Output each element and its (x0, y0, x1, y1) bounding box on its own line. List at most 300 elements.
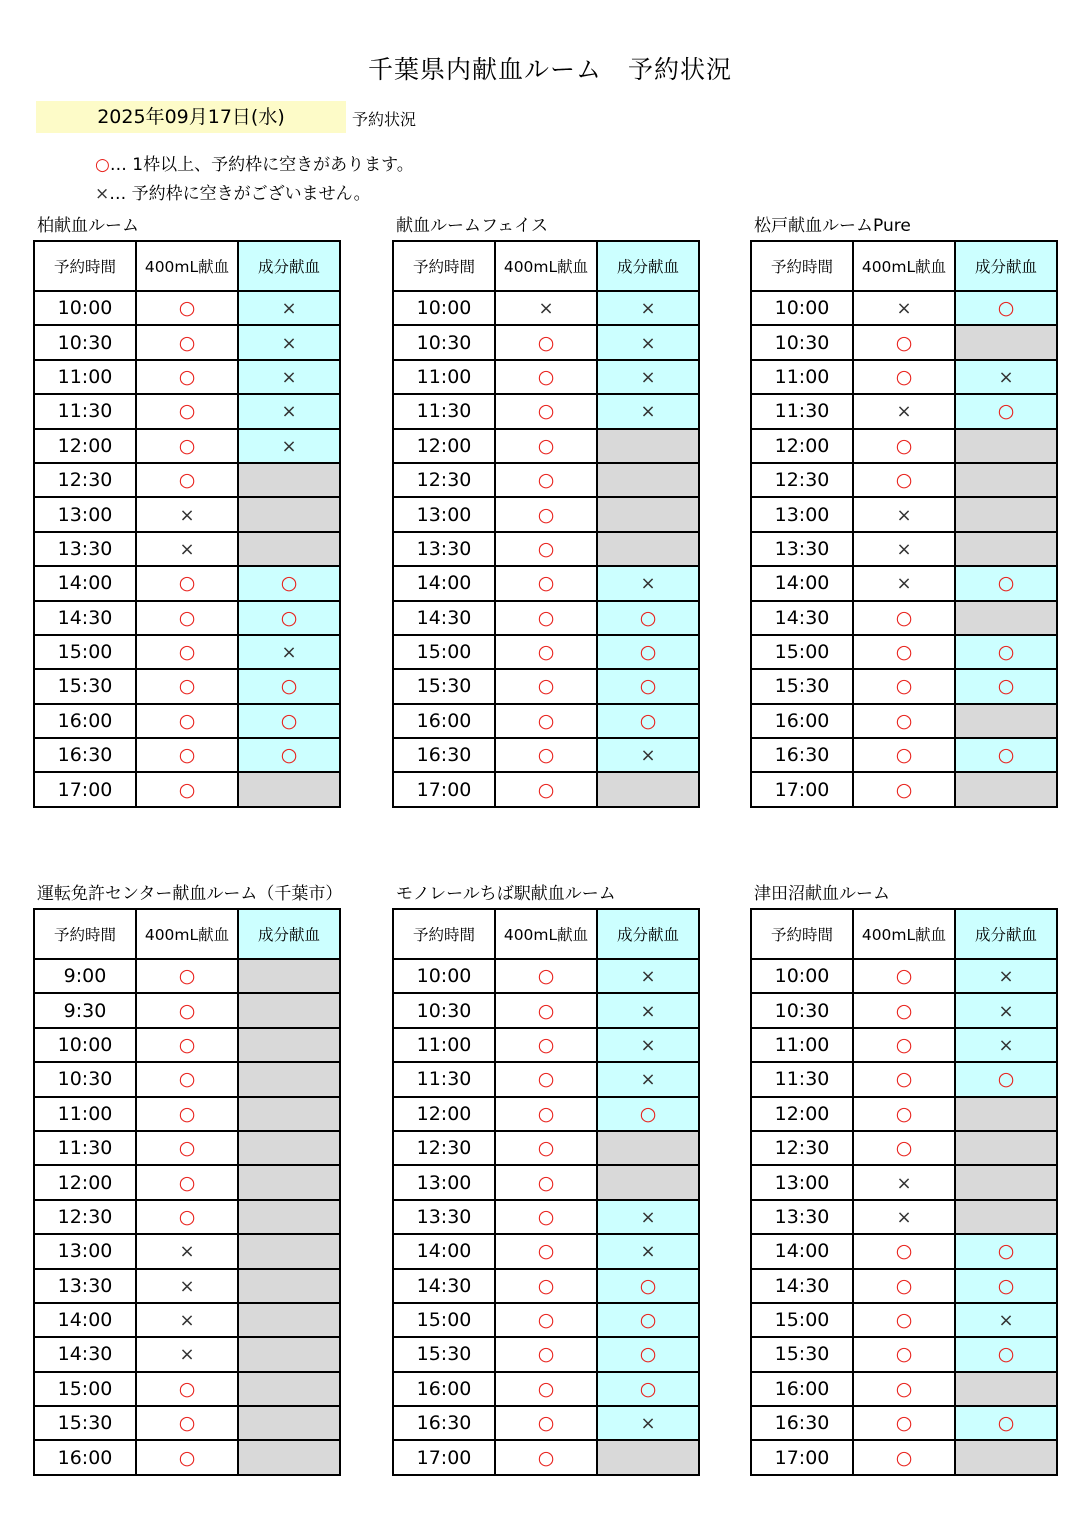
time-cell: 16:30 (34, 738, 136, 772)
component-status: × (238, 429, 340, 463)
time-cell: 10:30 (34, 1062, 136, 1096)
table-row (34, 1234, 340, 1268)
table-row (34, 1131, 340, 1165)
component-status: × (955, 959, 1057, 993)
table-row (751, 738, 1057, 772)
table-row (34, 291, 340, 325)
time-cell: 10:00 (34, 291, 136, 325)
header-time: 予約時間 (393, 909, 495, 959)
whole-blood-status: ○ (495, 360, 597, 394)
whole-blood-status: ○ (136, 1062, 238, 1096)
table-row (393, 429, 699, 463)
component-status: × (238, 360, 340, 394)
table-row (751, 993, 1057, 1027)
component-status (955, 429, 1057, 463)
table-row (393, 1062, 699, 1096)
table-row (751, 1406, 1057, 1440)
time-cell: 10:00 (751, 959, 853, 993)
table-row (751, 1200, 1057, 1234)
time-cell: 15:30 (393, 669, 495, 703)
time-cell: 14:00 (751, 1234, 853, 1268)
whole-blood-status: ○ (495, 1337, 597, 1371)
time-cell: 15:30 (34, 669, 136, 703)
component-status (238, 1372, 340, 1406)
whole-blood-status: ○ (136, 429, 238, 463)
component-status: × (597, 291, 699, 325)
header-whole-blood: 400mL献血 (136, 241, 238, 291)
whole-blood-status: ○ (853, 635, 955, 669)
schedule-table (392, 908, 700, 1476)
time-cell: 10:00 (34, 1028, 136, 1062)
whole-blood-status: ○ (853, 1062, 955, 1096)
component-status (238, 1440, 340, 1474)
table-row (393, 1269, 699, 1303)
whole-blood-status: ○ (495, 601, 597, 635)
whole-blood-status: ○ (495, 566, 597, 600)
component-status (597, 532, 699, 566)
table-header-row (34, 909, 340, 959)
table-row (751, 959, 1057, 993)
table-row (393, 993, 699, 1027)
component-status (238, 1234, 340, 1268)
table-header-row (393, 241, 699, 291)
whole-blood-status: × (136, 1337, 238, 1371)
component-status (238, 993, 340, 1027)
table-row (393, 635, 699, 669)
whole-blood-status: ○ (136, 291, 238, 325)
whole-blood-status: ○ (853, 1131, 955, 1165)
time-cell: 12:00 (34, 1165, 136, 1199)
table-row (751, 601, 1057, 635)
time-cell: 12:00 (393, 1097, 495, 1131)
time-cell: 11:00 (34, 360, 136, 394)
component-status: × (597, 1234, 699, 1268)
available-text: … 1枠以上、予約枠に空きがあります。 (109, 155, 414, 175)
time-cell: 13:30 (751, 532, 853, 566)
whole-blood-status: × (853, 532, 955, 566)
whole-blood-status: × (136, 1234, 238, 1268)
whole-blood-status: ○ (853, 993, 955, 1027)
header-time: 予約時間 (34, 241, 136, 291)
table-row (34, 1372, 340, 1406)
whole-blood-status: ○ (136, 1406, 238, 1440)
whole-blood-status: × (136, 532, 238, 566)
time-cell: 17:00 (751, 1440, 853, 1474)
component-status (238, 1200, 340, 1234)
table-row (393, 360, 699, 394)
component-status (238, 772, 340, 806)
time-cell: 14:30 (393, 1269, 495, 1303)
table-row (751, 772, 1057, 806)
component-status: ○ (238, 738, 340, 772)
time-cell: 10:30 (393, 325, 495, 359)
table-row (393, 1028, 699, 1062)
time-cell: 11:30 (751, 1062, 853, 1096)
time-cell: 16:00 (751, 1372, 853, 1406)
available-symbol: ○ (95, 155, 110, 175)
time-cell: 12:30 (751, 463, 853, 497)
component-status: ○ (955, 1269, 1057, 1303)
time-cell: 12:00 (751, 429, 853, 463)
table-row (751, 325, 1057, 359)
table-row (393, 772, 699, 806)
legend-available (95, 150, 414, 175)
component-status (955, 463, 1057, 497)
whole-blood-status: ○ (495, 1234, 597, 1268)
component-status: × (597, 738, 699, 772)
whole-blood-status: × (136, 1303, 238, 1337)
component-status: ○ (955, 1062, 1057, 1096)
whole-blood-status: ○ (495, 1062, 597, 1096)
table-row (751, 1372, 1057, 1406)
component-status (238, 1062, 340, 1096)
time-cell: 13:30 (34, 1269, 136, 1303)
header-component: 成分献血 (955, 909, 1057, 959)
component-status: ○ (597, 669, 699, 703)
whole-blood-status: ○ (853, 463, 955, 497)
component-status (597, 1131, 699, 1165)
time-cell: 16:30 (751, 738, 853, 772)
component-status (238, 1165, 340, 1199)
schedule-table (33, 240, 341, 808)
table-row (393, 1372, 699, 1406)
time-cell: 14:00 (751, 566, 853, 600)
time-cell: 16:30 (751, 1406, 853, 1440)
time-cell: 15:00 (34, 635, 136, 669)
whole-blood-status: ○ (136, 360, 238, 394)
component-status: ○ (597, 1303, 699, 1337)
time-cell: 11:00 (751, 360, 853, 394)
time-cell: 13:00 (393, 1165, 495, 1199)
header-time: 予約時間 (751, 909, 853, 959)
whole-blood-status: ○ (495, 669, 597, 703)
component-status: × (597, 360, 699, 394)
table-row (751, 394, 1057, 428)
table-row (393, 959, 699, 993)
time-cell: 13:30 (751, 1200, 853, 1234)
component-status: ○ (597, 704, 699, 738)
component-status: × (597, 566, 699, 600)
table-row (751, 1165, 1057, 1199)
table-row (393, 1337, 699, 1371)
time-cell: 11:30 (393, 394, 495, 428)
whole-blood-status: ○ (853, 1303, 955, 1337)
whole-blood-status: ○ (853, 704, 955, 738)
time-cell: 11:00 (393, 1028, 495, 1062)
table-row (34, 959, 340, 993)
whole-blood-status: × (853, 497, 955, 531)
table-row (34, 1440, 340, 1474)
time-cell: 17:00 (393, 1440, 495, 1474)
table-row (393, 566, 699, 600)
whole-blood-status: ○ (853, 738, 955, 772)
component-status: ○ (597, 635, 699, 669)
table-row (751, 1440, 1057, 1474)
component-status: × (955, 993, 1057, 1027)
time-cell: 16:00 (393, 704, 495, 738)
whole-blood-status: ○ (495, 394, 597, 428)
component-status: ○ (597, 1269, 699, 1303)
table-row (34, 738, 340, 772)
component-status: × (238, 394, 340, 428)
component-status: ○ (238, 669, 340, 703)
whole-blood-status: ○ (495, 1372, 597, 1406)
time-cell: 12:30 (751, 1131, 853, 1165)
room-name: 運転免許センター献血ルーム（千葉市） (37, 884, 343, 904)
time-cell: 15:00 (34, 1372, 136, 1406)
whole-blood-status: ○ (495, 497, 597, 531)
table-row (751, 704, 1057, 738)
header-component: 成分献血 (597, 909, 699, 959)
table-row (34, 325, 340, 359)
time-cell: 16:00 (393, 1372, 495, 1406)
whole-blood-status: ○ (495, 772, 597, 806)
time-cell: 15:00 (751, 1303, 853, 1337)
time-cell: 9:00 (34, 959, 136, 993)
time-cell: 9:30 (34, 993, 136, 1027)
table-row (34, 1028, 340, 1062)
table-row (34, 497, 340, 531)
time-cell: 12:30 (34, 1200, 136, 1234)
time-cell: 10:30 (393, 993, 495, 1027)
time-cell: 11:30 (34, 394, 136, 428)
whole-blood-status: ○ (495, 1406, 597, 1440)
table-row (34, 566, 340, 600)
table-header-row (393, 909, 699, 959)
time-cell: 14:00 (393, 566, 495, 600)
component-status (955, 1131, 1057, 1165)
whole-blood-status: ○ (495, 1440, 597, 1474)
whole-blood-status: ○ (136, 463, 238, 497)
whole-blood-status: ○ (136, 325, 238, 359)
table-row (393, 669, 699, 703)
time-cell: 12:00 (393, 429, 495, 463)
time-cell: 13:30 (393, 532, 495, 566)
component-status: × (597, 959, 699, 993)
whole-blood-status: ○ (136, 772, 238, 806)
time-cell: 12:30 (34, 463, 136, 497)
whole-blood-status: ○ (853, 601, 955, 635)
schedule-table (392, 240, 700, 808)
full-text: … 予約枠に空きがございません。 (109, 184, 371, 204)
time-cell: 10:30 (34, 325, 136, 359)
component-status: × (955, 1028, 1057, 1062)
component-status (238, 1097, 340, 1131)
table-row (393, 601, 699, 635)
header-whole-blood: 400mL献血 (495, 909, 597, 959)
room-name: 松戸献血ルームPure (754, 216, 911, 236)
table-row (34, 1337, 340, 1371)
whole-blood-status: ○ (136, 1165, 238, 1199)
component-status (955, 704, 1057, 738)
component-status: × (597, 325, 699, 359)
component-status: × (597, 1406, 699, 1440)
header-component: 成分献血 (238, 909, 340, 959)
component-status: × (238, 291, 340, 325)
whole-blood-status: × (853, 566, 955, 600)
component-status (238, 463, 340, 497)
table-row (393, 325, 699, 359)
table-row (751, 1269, 1057, 1303)
time-cell: 15:30 (393, 1337, 495, 1371)
whole-blood-status: ○ (136, 704, 238, 738)
table-row (393, 704, 699, 738)
whole-blood-status: ○ (136, 1440, 238, 1474)
table-row (34, 360, 340, 394)
component-status: ○ (597, 1097, 699, 1131)
component-status: × (597, 394, 699, 428)
table-row (751, 463, 1057, 497)
time-cell: 13:00 (751, 1165, 853, 1199)
time-cell: 10:30 (751, 993, 853, 1027)
table-row (393, 1234, 699, 1268)
table-header-row (751, 241, 1057, 291)
whole-blood-status: ○ (136, 1097, 238, 1131)
whole-blood-status: ○ (495, 1269, 597, 1303)
table-row (393, 1200, 699, 1234)
component-status: × (238, 325, 340, 359)
schedule-table (750, 240, 1058, 808)
time-cell: 13:30 (34, 532, 136, 566)
time-cell: 17:00 (751, 772, 853, 806)
table-row (34, 772, 340, 806)
table-row (751, 566, 1057, 600)
table-row (34, 1303, 340, 1337)
time-cell: 13:00 (393, 497, 495, 531)
time-cell: 16:00 (34, 1440, 136, 1474)
header-time: 予約時間 (751, 241, 853, 291)
table-row (751, 1062, 1057, 1096)
component-status: ○ (955, 669, 1057, 703)
table-row (34, 669, 340, 703)
whole-blood-status: ○ (495, 325, 597, 359)
table-row (34, 704, 340, 738)
component-status (238, 532, 340, 566)
time-cell: 10:30 (751, 325, 853, 359)
whole-blood-status: ○ (136, 993, 238, 1027)
component-status: ○ (597, 1337, 699, 1371)
time-cell: 14:00 (34, 1303, 136, 1337)
whole-blood-status: ○ (853, 1337, 955, 1371)
table-row (751, 635, 1057, 669)
time-cell: 15:30 (751, 669, 853, 703)
time-cell: 11:00 (393, 360, 495, 394)
component-status (597, 497, 699, 531)
whole-blood-status: ○ (853, 1097, 955, 1131)
time-cell: 13:00 (34, 1234, 136, 1268)
time-cell: 13:00 (751, 497, 853, 531)
table-row (751, 1028, 1057, 1062)
time-cell: 11:30 (751, 394, 853, 428)
whole-blood-status: ○ (495, 959, 597, 993)
table-row (393, 1131, 699, 1165)
whole-blood-status: ○ (136, 394, 238, 428)
whole-blood-status: × (495, 291, 597, 325)
whole-blood-status: ○ (495, 1097, 597, 1131)
component-status: ○ (238, 566, 340, 600)
table-row (34, 635, 340, 669)
table-row (34, 1097, 340, 1131)
whole-blood-status: ○ (495, 993, 597, 1027)
whole-blood-status: ○ (853, 1372, 955, 1406)
whole-blood-status: ○ (136, 1028, 238, 1062)
date-display: 2025年09月17日(水) (36, 101, 346, 133)
time-cell: 10:00 (393, 291, 495, 325)
time-cell: 11:30 (393, 1062, 495, 1096)
component-status (597, 463, 699, 497)
component-status: ○ (955, 394, 1057, 428)
component-status: ○ (955, 291, 1057, 325)
whole-blood-status: ○ (853, 669, 955, 703)
table-row (34, 1062, 340, 1096)
whole-blood-status: ○ (853, 959, 955, 993)
schedule-table (33, 908, 341, 1476)
component-status: × (955, 360, 1057, 394)
time-cell: 12:30 (393, 1131, 495, 1165)
component-status: ○ (955, 1406, 1057, 1440)
whole-blood-status: ○ (495, 429, 597, 463)
component-status (238, 1269, 340, 1303)
table-row (34, 394, 340, 428)
table-row (751, 1234, 1057, 1268)
table-row (393, 738, 699, 772)
table-row (34, 429, 340, 463)
component-status: ○ (955, 1337, 1057, 1371)
room-name: モノレールちば駅献血ルーム (396, 884, 616, 904)
component-status: ○ (597, 601, 699, 635)
room-name: 柏献血ルーム (37, 216, 139, 236)
whole-blood-status: ○ (853, 1234, 955, 1268)
whole-blood-status: ○ (136, 1372, 238, 1406)
whole-blood-status: ○ (136, 635, 238, 669)
component-status (597, 772, 699, 806)
whole-blood-status: ○ (136, 669, 238, 703)
component-status (955, 601, 1057, 635)
component-status: ○ (955, 566, 1057, 600)
component-status (238, 1131, 340, 1165)
component-status: ○ (955, 1234, 1057, 1268)
header-component: 成分献血 (955, 241, 1057, 291)
time-cell: 12:00 (34, 429, 136, 463)
table-row (751, 429, 1057, 463)
schedule-table (750, 908, 1058, 1476)
whole-blood-status: ○ (495, 463, 597, 497)
whole-blood-status: × (853, 1165, 955, 1199)
component-status (238, 1337, 340, 1371)
whole-blood-status: ○ (136, 1200, 238, 1234)
time-cell: 15:00 (393, 635, 495, 669)
time-cell: 11:00 (751, 1028, 853, 1062)
whole-blood-status: ○ (853, 325, 955, 359)
component-status (238, 1406, 340, 1440)
whole-blood-status: ○ (136, 1131, 238, 1165)
component-status (955, 1097, 1057, 1131)
whole-blood-status: ○ (495, 1131, 597, 1165)
table-row (751, 669, 1057, 703)
whole-blood-status: ○ (495, 1165, 597, 1199)
whole-blood-status: ○ (853, 772, 955, 806)
whole-blood-status: ○ (495, 704, 597, 738)
time-cell: 14:00 (34, 566, 136, 600)
time-cell: 14:30 (393, 601, 495, 635)
full-symbol: × (95, 184, 110, 204)
time-cell: 16:00 (751, 704, 853, 738)
header-component: 成分献血 (597, 241, 699, 291)
table-header-row (751, 909, 1057, 959)
component-status: × (597, 1200, 699, 1234)
table-row (34, 1165, 340, 1199)
date-label: 予約状況 (352, 110, 417, 129)
